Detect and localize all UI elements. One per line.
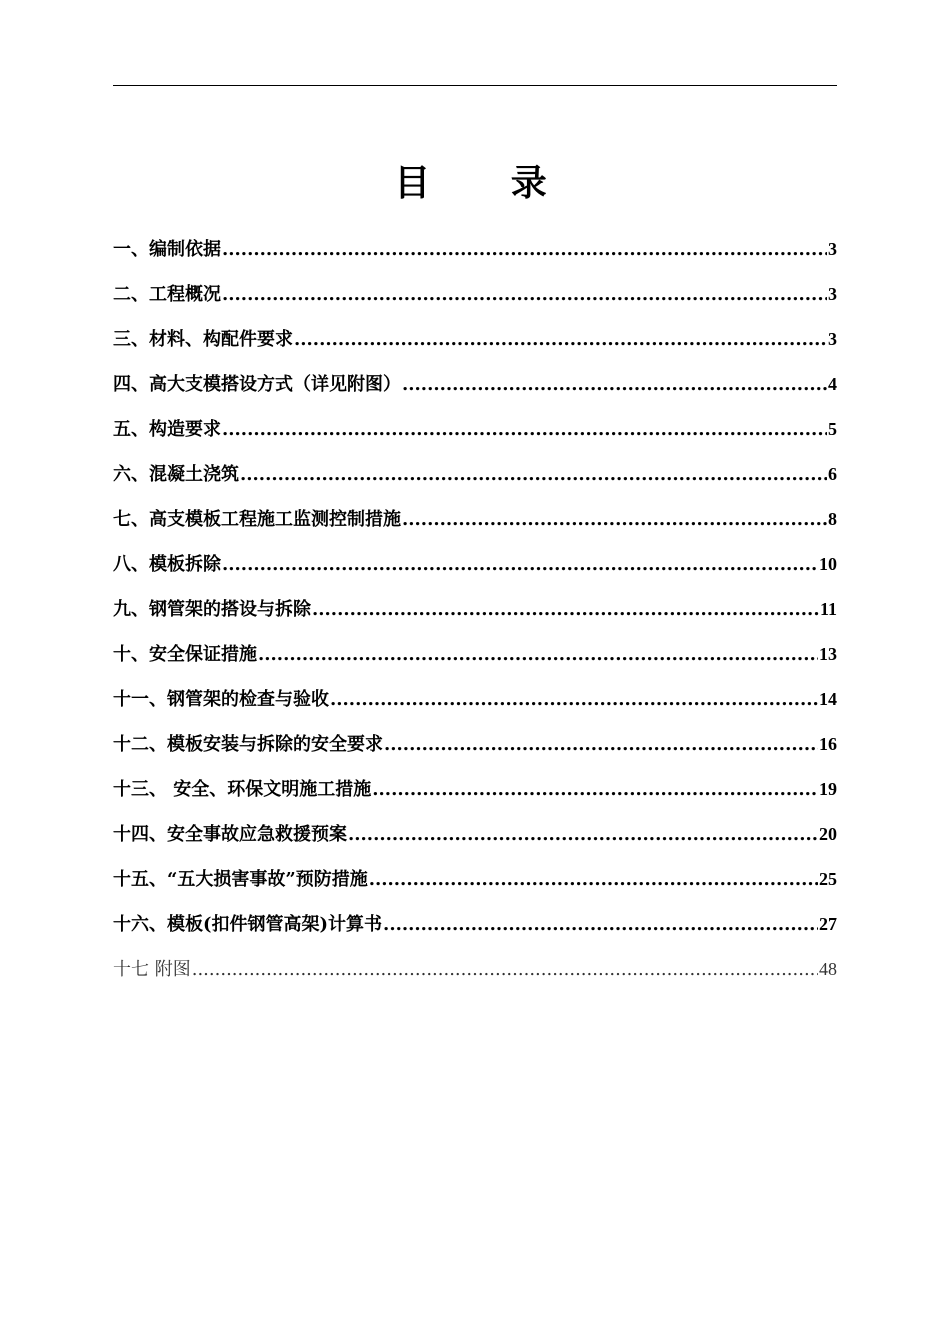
toc-entry-page: 25 <box>819 869 837 889</box>
toc-entry-text: 四、高大支模搭设方式（详见附图） <box>113 374 401 395</box>
toc-leader <box>372 775 818 805</box>
toc-leader <box>383 910 818 940</box>
toc-entry-page: 14 <box>819 689 837 709</box>
toc-entry[interactable] <box>113 459 837 504</box>
toc-entry-page: 10 <box>819 554 837 574</box>
toc-leader <box>402 370 827 400</box>
toc-entry-text: 五、构造要求 <box>113 419 221 440</box>
toc-leader <box>402 505 827 535</box>
toc-entry[interactable] <box>113 639 837 684</box>
toc-leader <box>348 820 818 850</box>
toc-entry-text: 六、混凝土浇筑 <box>113 464 239 485</box>
toc-entry-text: 十四、安全事故应急救援预案 <box>113 824 347 845</box>
toc-leader <box>369 865 818 895</box>
toc-entry-text: 十一、钢管架的检查与验收 <box>113 689 329 710</box>
toc-leader <box>294 325 827 355</box>
toc-entry[interactable] <box>113 864 837 909</box>
toc-entry[interactable] <box>113 774 837 819</box>
toc-entry[interactable] <box>113 414 837 459</box>
toc-entry-text: 十七 附图 <box>113 959 191 980</box>
toc-entry-page: 19 <box>819 779 837 799</box>
toc-entry-text: 八、模板拆除 <box>113 554 221 575</box>
toc-leader <box>222 235 827 265</box>
toc-entry-page: 3 <box>828 329 837 349</box>
toc-entry-text: 十三、 安全、环保文明施工措施 <box>113 779 372 800</box>
toc-entry-text: 九、钢管架的搭设与拆除 <box>113 599 311 620</box>
toc-entry-text: 十、安全保证措施 <box>113 644 257 665</box>
toc-leader <box>330 685 818 715</box>
toc-entry-page: 6 <box>828 464 837 484</box>
toc-leader <box>222 415 827 445</box>
header-rule <box>113 85 837 86</box>
toc-entry-page: 3 <box>828 284 837 304</box>
toc-entry[interactable] <box>113 234 837 279</box>
toc-entry-text: 二、工程概况 <box>113 284 221 305</box>
toc-entry[interactable] <box>113 324 837 369</box>
toc-leader <box>384 730 818 760</box>
toc-entry-page: 8 <box>828 509 837 529</box>
toc-entry-text: 十二、模板安装与拆除的安全要求 <box>113 734 383 755</box>
toc-entry-page: 16 <box>819 734 837 754</box>
toc-entry[interactable] <box>113 954 837 999</box>
toc-leader <box>222 280 827 310</box>
toc-entry-page: 3 <box>828 239 837 259</box>
toc-entry[interactable] <box>113 504 837 549</box>
toc-entry[interactable] <box>113 729 837 774</box>
toc-leader <box>240 460 827 490</box>
toc-entry-page: 48 <box>819 959 837 979</box>
toc-entry-text: 十五、“五大损害事故”预防措施 <box>113 869 368 890</box>
toc-entry-page: 20 <box>819 824 837 844</box>
toc-entry-text: 七、高支模板工程施工监测控制措施 <box>113 509 401 530</box>
toc-leader <box>192 955 818 985</box>
toc-entry[interactable] <box>113 684 837 729</box>
toc-entry-text: 一、编制依据 <box>113 239 221 260</box>
page-title: 目 录 <box>394 162 581 204</box>
toc-entry[interactable] <box>113 594 837 639</box>
toc-entry[interactable] <box>113 909 837 954</box>
toc-entry-page: 27 <box>819 914 837 934</box>
toc-entry-page: 4 <box>828 374 837 394</box>
toc-entry[interactable] <box>113 369 837 414</box>
toc-entry[interactable] <box>113 549 837 594</box>
table-of-contents <box>113 234 837 999</box>
toc-leader <box>222 550 818 580</box>
toc-entry[interactable] <box>113 819 837 864</box>
toc-entry-page: 5 <box>828 419 837 439</box>
toc-leader <box>258 640 818 670</box>
toc-entry-text: 三、材料、构配件要求 <box>113 329 293 350</box>
toc-entry-page: 11 <box>819 599 837 619</box>
toc-entry-page: 13 <box>819 644 837 664</box>
toc-entry-text: 十六、模板(扣件钢管高架)计算书 <box>113 914 383 935</box>
toc-leader <box>312 595 819 625</box>
toc-entry[interactable] <box>113 279 837 324</box>
